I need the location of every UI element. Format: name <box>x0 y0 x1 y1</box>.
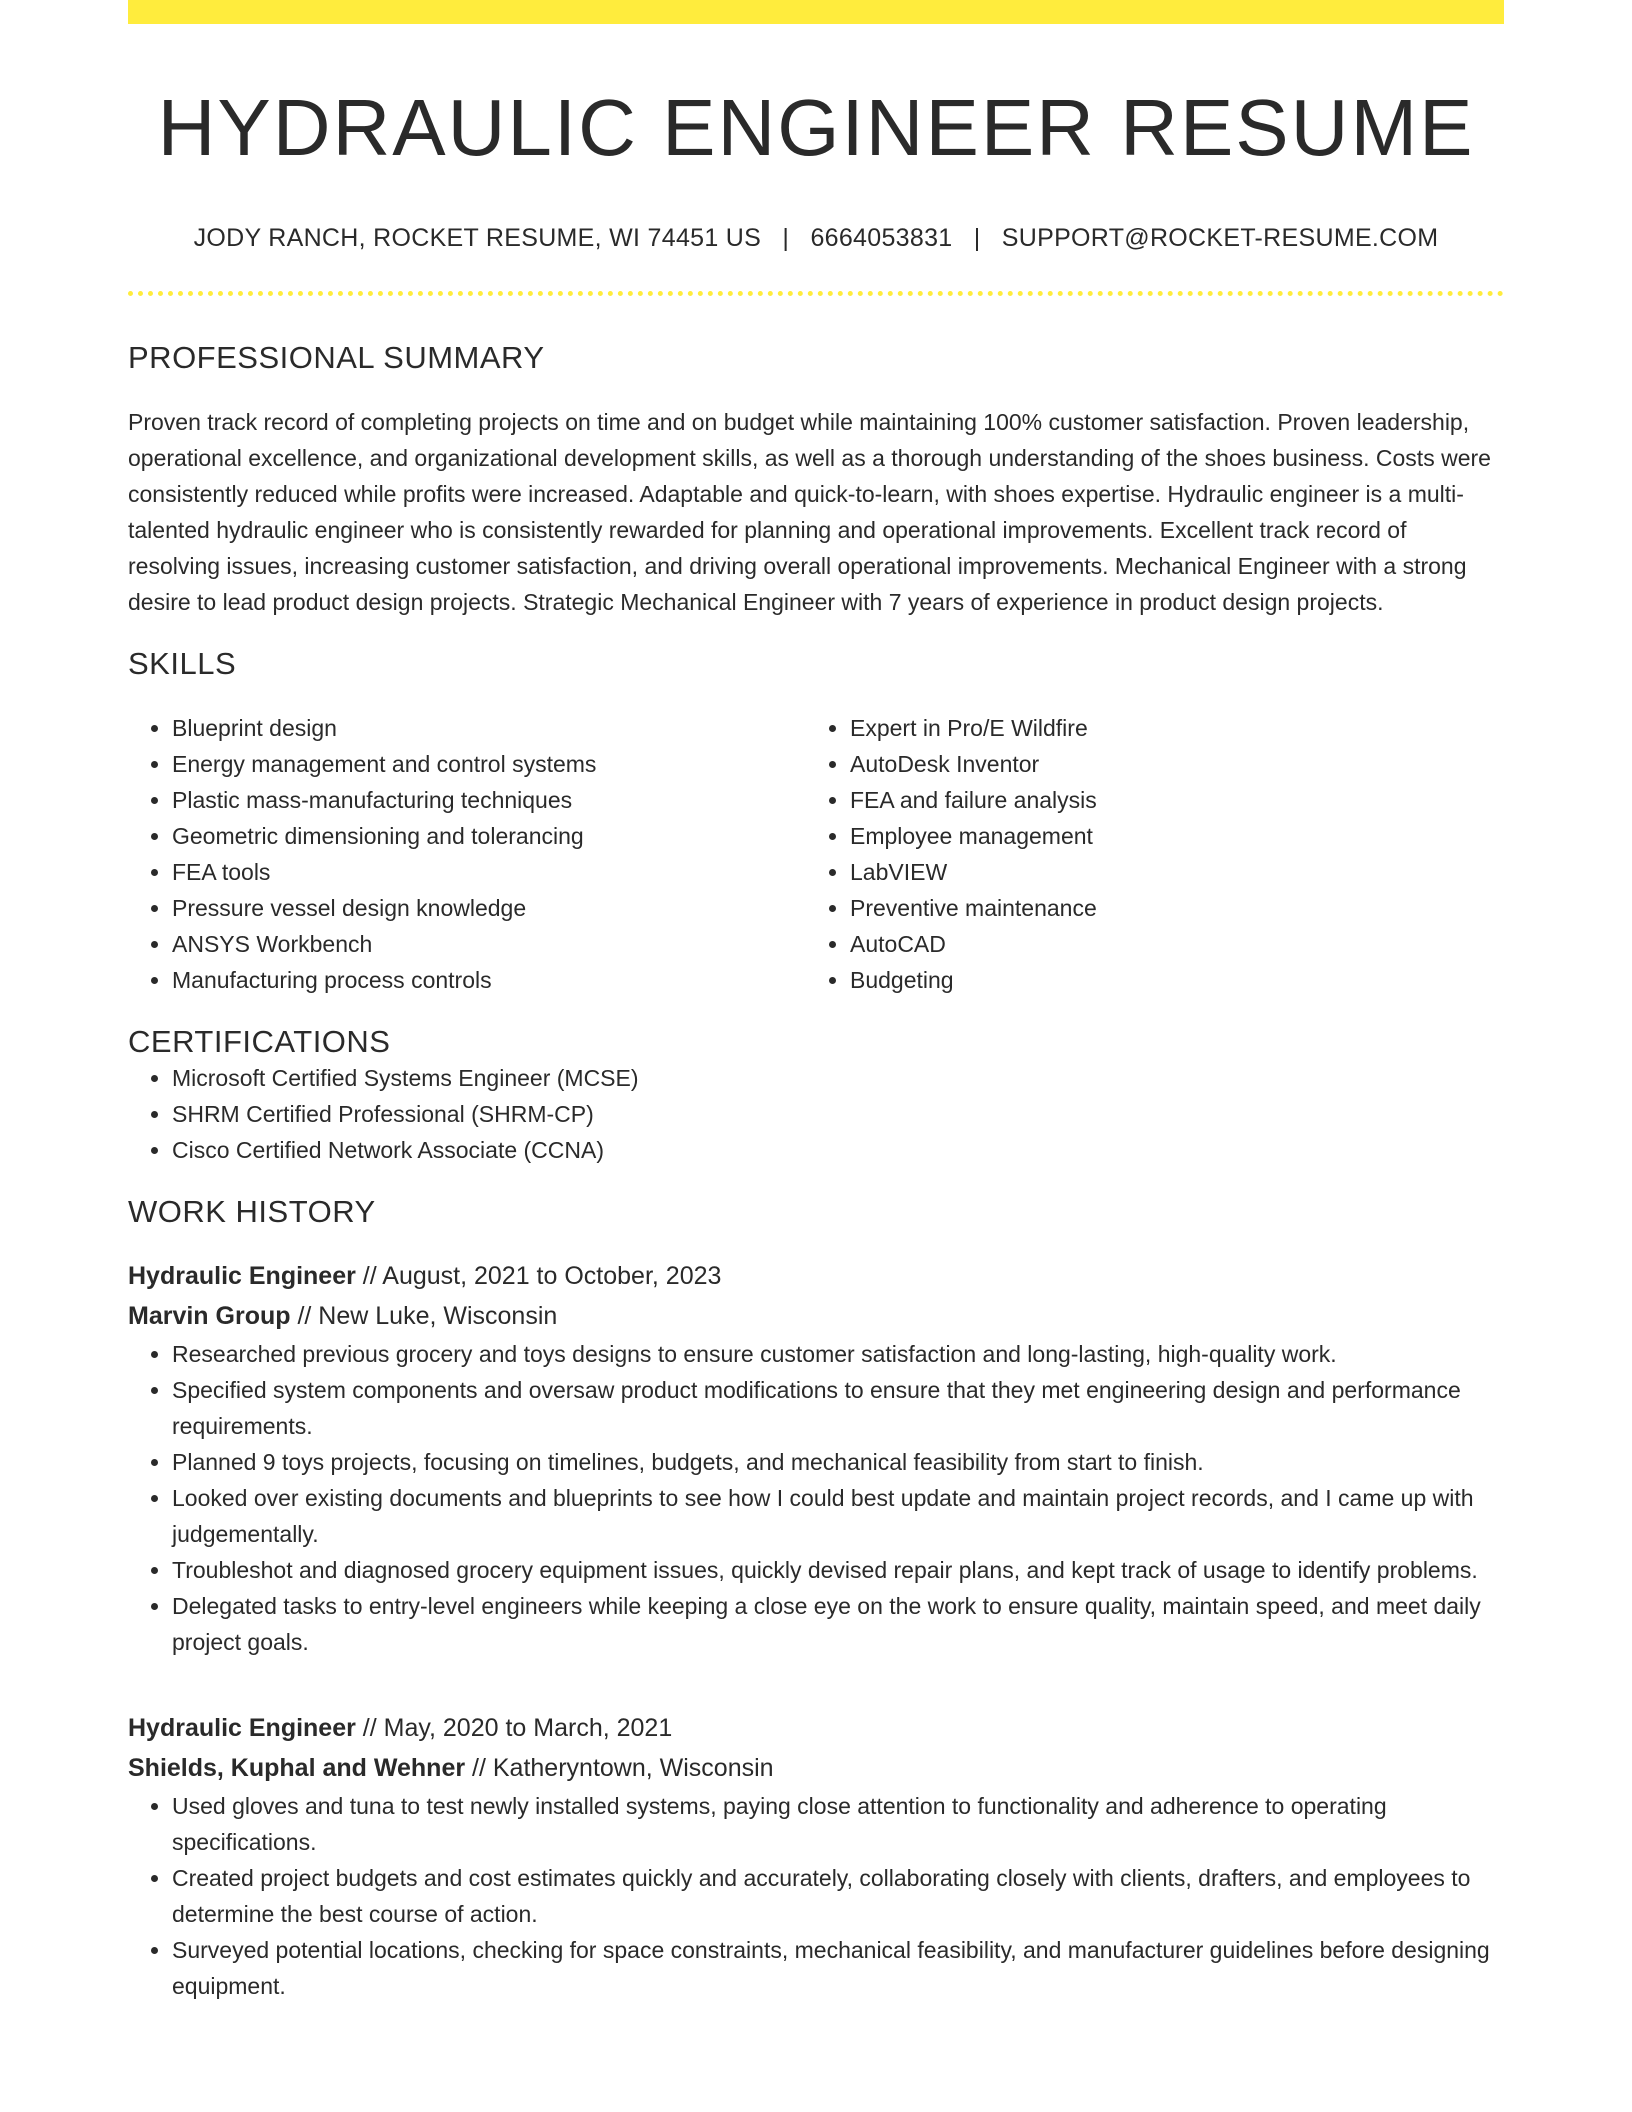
work-history-list <box>128 1256 1504 2004</box>
top-accent-bar <box>128 0 1504 24</box>
job-dates: // May, 2020 to March, 2021 <box>355 1714 673 1742</box>
job-title-line <box>128 1256 1504 1296</box>
certification-item: • SHRM Certified Professional (SHRM-CP) <box>172 1096 1504 1132</box>
certification-item: • Microsoft Certified Systems Engineer (MCSE) <box>172 1060 1504 1096</box>
skill-item: • Employee management <box>850 818 1484 854</box>
skill-item: • Preventive maintenance <box>850 890 1484 926</box>
skills-heading: SKILLS <box>128 646 237 681</box>
job-bullet: • Specified system components and oversaw product modifications to ensure that they met engineering design and performance requirements. <box>172 1372 1504 1444</box>
certifications-list <box>128 1060 1504 1168</box>
skill-item: • Geometric dimensioning and tolerancing <box>172 818 806 854</box>
certification-item: • Cisco Certified Network Associate (CCNA) <box>172 1132 1504 1168</box>
certifications-heading: CERTIFICATIONS <box>128 1024 391 1059</box>
skill-item: • Blueprint design <box>172 710 806 746</box>
skill-item: • AutoCAD <box>850 926 1484 962</box>
job-role: Hydraulic Engineer <box>128 1714 356 1742</box>
skills-list-left <box>128 710 806 998</box>
job-company-line <box>128 1748 1504 1788</box>
skills-list-right <box>806 710 1484 998</box>
skills-column-right <box>806 710 1484 998</box>
contact-separator: | <box>782 224 790 252</box>
job-bullet: • Surveyed potential locations, checking for space constraints, mechanical feasibility, and manufacturer guidelines before designing equipment. <box>172 1932 1504 2004</box>
job-location: // Katheryntown, Wisconsin <box>465 1754 774 1782</box>
contact-address: JODY RANCH, ROCKET RESUME, WI 74451 US <box>193 224 762 252</box>
job-bullet: • Delegated tasks to entry-level engineers while keeping a close eye on the work to ensure quality, maintain speed, and meet daily project goals. <box>172 1588 1504 1660</box>
contact-phone: 6664053831 <box>810 224 953 252</box>
job-company-line <box>128 1296 1504 1336</box>
job-bullet: • Researched previous grocery and toys designs to ensure customer satisfaction and long-lasting, high-quality work. <box>172 1336 1504 1372</box>
job-entry <box>128 1256 1504 1660</box>
skill-item: • Budgeting <box>850 962 1484 998</box>
dotted-divider <box>128 291 1504 296</box>
work-history-heading: WORK HISTORY <box>128 1194 376 1229</box>
skill-item: • Manufacturing process controls <box>172 962 806 998</box>
job-entry <box>128 1708 1504 2004</box>
skill-item: • FEA and failure analysis <box>850 782 1484 818</box>
skill-item: • Plastic mass-manufacturing techniques <box>172 782 806 818</box>
job-bullet: • Planned 9 toys projects, focusing on timelines, budgets, and mechanical feasibility from start to finish. <box>172 1444 1504 1480</box>
contact-email: SUPPORT@ROCKET-RESUME.COM <box>1001 224 1439 252</box>
resume-page <box>128 0 1504 2112</box>
contact-separator: | <box>973 224 981 252</box>
job-company: Marvin Group <box>128 1302 291 1330</box>
skills-column-left <box>128 710 806 998</box>
job-dates: // August, 2021 to October, 2023 <box>355 1262 722 1290</box>
job-bullet: • Troubleshot and diagnosed grocery equipment issues, quickly devised repair plans, and kept track of usage to identify problems. <box>172 1552 1504 1588</box>
job-title-line <box>128 1708 1504 1748</box>
summary-text: Proven track record of completing projects on time and on budget while maintaining 100% customer satisfaction. Proven leadership, operational excellence, and organizational development skills, as well as a thorough understanding of the shoes business. Costs were consistently reduced while profits were increased. Adaptable and quick-to-learn, with shoes expertise. Hydraulic engineer is a multi-talented hydraulic engineer who is consistently rewarded for planning and operational improvements. Excellent track record of resolving issues, increasing customer satisfaction, and driving overall operational improvements. Mechanical Engineer with a strong desire to lead product design projects. Strategic Mechanical Engineer with 7 years of experience in product design projects. <box>128 409 1491 615</box>
job-bullets <box>128 1788 1504 2004</box>
job-bullet: • Looked over existing documents and blueprints to see how I could best update and maintain project records, and I came up with judgementally. <box>172 1480 1504 1552</box>
job-location: // New Luke, Wisconsin <box>290 1302 558 1330</box>
contact-line <box>128 224 1504 253</box>
skills-grid <box>128 710 1504 998</box>
skill-item: • AutoDesk Inventor <box>850 746 1484 782</box>
skill-item: • Pressure vessel design knowledge <box>172 890 806 926</box>
skill-item: • LabVIEW <box>850 854 1484 890</box>
summary-heading: PROFESSIONAL SUMMARY <box>128 340 545 375</box>
job-company: Shields, Kuphal and Wehner <box>128 1754 466 1782</box>
skill-item: • Expert in Pro/E Wildfire <box>850 710 1484 746</box>
job-bullet: • Created project budgets and cost estimates quickly and accurately, collaborating closely with clients, drafters, and employees to determine the best course of action. <box>172 1860 1504 1932</box>
skill-item: • Energy management and control systems <box>172 746 806 782</box>
page-title: HYDRAULIC ENGINEER RESUME <box>157 83 1475 172</box>
job-role: Hydraulic Engineer <box>128 1262 356 1290</box>
job-bullet: • Used gloves and tuna to test newly installed systems, paying close attention to functionality and adherence to operating specifications. <box>172 1788 1504 1860</box>
job-bullets <box>128 1336 1504 1660</box>
skill-item: • ANSYS Workbench <box>172 926 806 962</box>
skill-item: • FEA tools <box>172 854 806 890</box>
